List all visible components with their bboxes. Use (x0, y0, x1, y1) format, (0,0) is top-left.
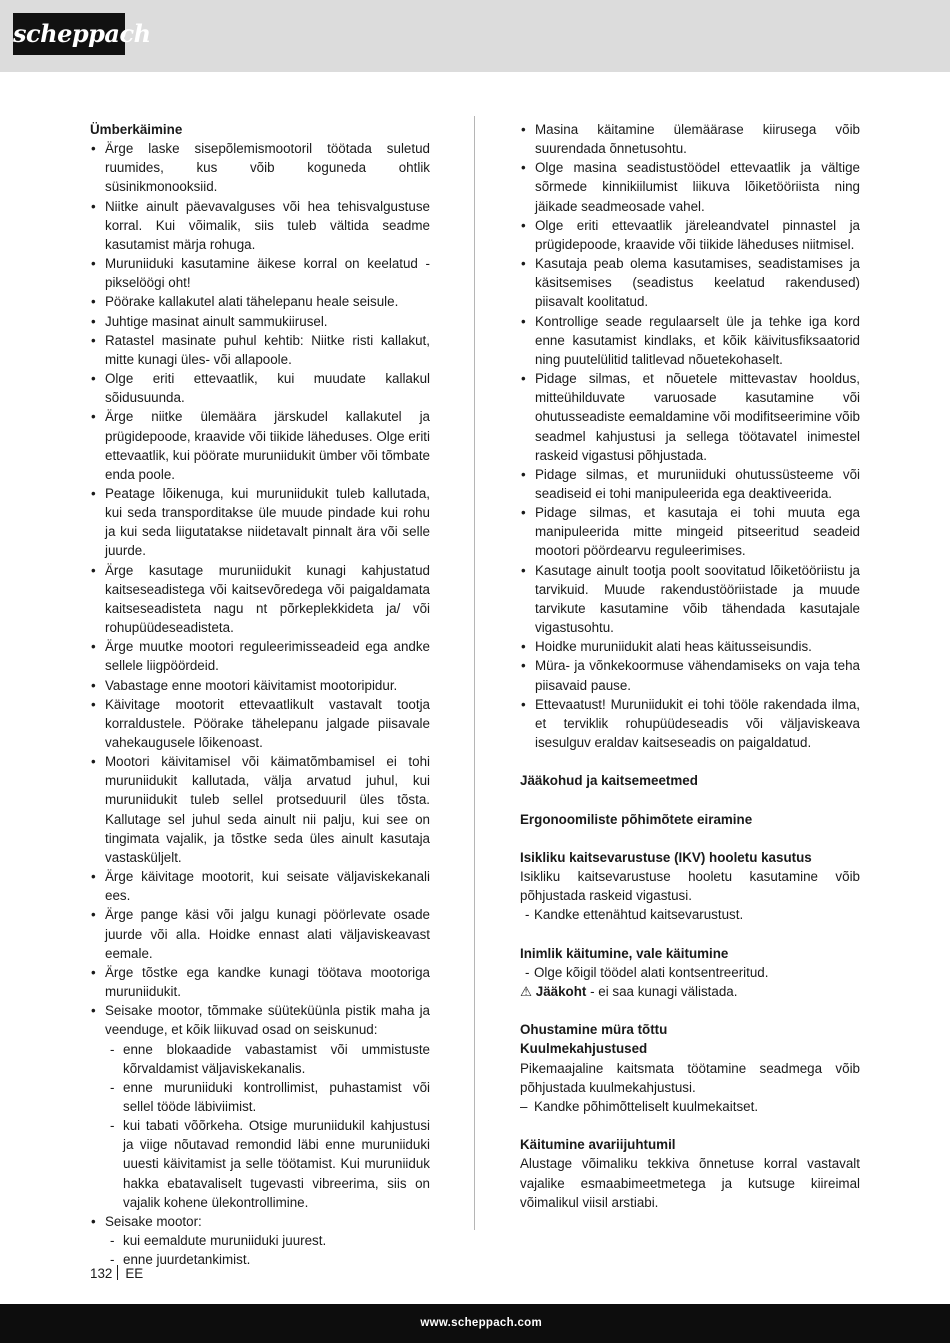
list-item: • Kasutage ainult tootja poolt soovitatud lõiketööriistu ja tarvikuid. Muude rakendustööriistade ja muude tarvikute kasutamine võib tähendada kasutajale vigastusohtu. (520, 561, 860, 638)
list-item: • Niitke ainult päevavalguses või hea tehisvalgustuse korral. Kui võimalik, siis tuleb vältida seadme kasutamist märja rohuga. (90, 197, 430, 254)
list-item: • Ärge laske sisepõlemismootoril töötada suletud ruumides, kus võib koguneda ohtlik süsinikmonooksiid. (90, 139, 430, 196)
list-item: • Ärge pange käsi või jalgu kunagi pöörlevate osade juurde või alla. Hoidke ennast alati väljaviskeavast eemale. (90, 905, 430, 962)
sub-list (105, 1231, 430, 1269)
list-item (90, 1212, 430, 1269)
list-item: • Pidage silmas, et kasutaja ei tohi muuta ega manipuleerida mitte mingeid pitseeritud seadeid mootori pöördearvu reguleerimises. (520, 503, 860, 560)
list-item: • Peatage lõikenuga, kui muruniidukit tuleb kallutada, kui seda transporditakse üle muude pindade kui rohu ja kui seda liigutatakse niidetavalt pinnalt ära või selle juurde. (90, 484, 430, 561)
noise-list-item (520, 1097, 860, 1116)
emergency-text: Alustage võimaliku tekkiva õnnetuse korral vastavalt vajalike esmaabimeetmetega ja kutsuge kiireimal võimalikul viisil arstiabi. (520, 1156, 860, 1210)
list-item: • Pidage silmas, et nõuetele mittevastav hooldus, mitteühilduvate varuosade kasutamine või ohutusseadiste eemaldamine või modifitseerimine võib seadmel kahjustusi ja sellega töötavatel inimestel raskeid vigastusi põhjustada. (520, 369, 860, 465)
section-heading: Ümberkäimine (90, 122, 183, 137)
list-item: • Ärge tõstke ega kandke kunagi töötava mootoriga muruniidukit. (90, 963, 430, 1001)
list-item: • Hoidke muruniidukit alati heas käitusseisundis. (520, 637, 860, 656)
list-item: - Olge kõigil töödel alati kontsentreeritud. (520, 963, 860, 982)
noise-heading: Ohustamine müra tõttu (520, 1022, 668, 1038)
list-item: • Kontrollige seade regulaarselt üle ja tehke iga kord enne kasutamist kindlaks, et kõik käivitusfiksaatorid ning puutelülitid talitlevad nõuetekohaselt. (520, 312, 860, 369)
emergency-heading: Käitumine avariijuhtumil (520, 1137, 676, 1153)
ppe-heading: Isikliku kaitsevarustuse (IKV) hooletu kasutus (520, 849, 812, 865)
safety-bullet-list (90, 139, 430, 1269)
left-column (90, 120, 430, 1269)
page-number-block (90, 1265, 143, 1281)
sub-list-item: - kui tabati võõrkeha. Otsige muruniidukil kahjustusi ja viige nõutavad remondid läbi enne muruniiduki uuesti käivitamist ja selle töötamist. Kui muruniiduk hakka ebatavaliselt tugevasti vibreerima, siis on vajalik kohene ülekontrollimine. (105, 1116, 430, 1212)
noise-text: Pikemaajaline kaitsmata töötamine seadmega võib põhjustada kuulmekahjustusi. (520, 1060, 860, 1095)
list-item: • Olge eriti ettevaatlik, kui muudate kallakul sõidusuunda. (90, 369, 430, 407)
footer-bar (0, 1304, 950, 1343)
dash-mark: – (520, 1098, 528, 1114)
list-item: • Ärge käivitage mootorit, kui seisate väljaviskekanali ees. (90, 867, 430, 905)
list-item: • Mootori käivitamisel või käimatõmbamisel ei tohi muruniidukit kallutada, välja arvatud juhul, kui muruniidukit tuleb sellel protseduuril üles tõsta. Kallutage sel juhul seda ainult nii palju, kui see on tingimata vajalik, ja tõstke seda üles ainult kasutaja vastasküljelt. (90, 752, 430, 867)
list-item: • Ärge kasutage muruniidukit kunagi kahjustatud kaitseseadistega või kaitsevõredega või paigaldamata kaitseseadisteta nagu nt põrkeplekkideta ja/ või rohupüüdeseadisteta. (90, 561, 430, 638)
human-behaviour-heading: Inimlik käitumine, vale käitumine (520, 945, 729, 961)
list-item: • Olge eriti ettevaatlik järeleandvatel pinnastel ja prügidepoode, kraavide või tiikide läheduses niitmisel. (520, 216, 860, 254)
list-item-text: Seisake mootor, tõmmake süüteküünla pistik maha ja veenduge, et kõik liikuvad osad on seiskunud: (105, 1003, 430, 1038)
list-item: • Käivitage mootorit ettevaatlikult vastavalt tootja korraldustele. Pöörake tähelepanu jalgade piisavale vahekaugusele lõikenoast. (90, 695, 430, 752)
column-divider (474, 116, 475, 1230)
list-item: • Pöörake kallakutel alati tähelepanu heale seisule. (90, 292, 430, 311)
hearing-heading: Kuulmekahjustused (520, 1041, 648, 1057)
noise-dash-text: Kandke põhimõtteliselt kuulmekaitset. (534, 1098, 759, 1114)
residual-risks-heading: Jääkohud ja kaitsemeetmed (520, 773, 698, 789)
sub-list (105, 1040, 430, 1212)
language-code: EE (125, 1266, 144, 1281)
scheppach-logo: scheppach (13, 13, 125, 55)
list-item: • Ratastel masinate puhul kehtib: Niitke risti kallakut, mitte kunagi üles- või allapoole. (90, 331, 430, 369)
list-item (90, 1001, 430, 1212)
sub-list-item: - enne juurdetankimist. (105, 1250, 430, 1269)
ppe-list (520, 905, 860, 924)
list-item: • Vabastage enne mootori käivitamist mootoripidur. (90, 676, 430, 695)
list-item: • Muruniiduki kasutamine äikese korral on keelatud - pikselöögi oht! (90, 254, 430, 292)
list-item: - Kandke ettenähtud kaitsevarustust. (520, 905, 860, 924)
warning-icon: ⚠ (520, 983, 533, 999)
ppe-text: Isikliku kaitsevarustuse hooletu kasutamine võib põhjustada raskeid vigastusi. (520, 869, 860, 904)
list-item: • Ettevaatust! Muruniidukit ei tohi tööle rakendada ilma, et terviklik rohupüüdeseadis või väljaviskeava isesulguv eraldav kaitseseadis on paigaldatud. (520, 695, 860, 752)
list-item: • Olge masina seadistustöödel ettevaatlik ja vältige sõrmede kinnikiilumist liikuva lõiketööriista ning jäikade seadmeosade vahel. (520, 158, 860, 215)
page-number: 132 (90, 1266, 113, 1281)
safety-bullet-list (520, 120, 860, 752)
list-item-text: Seisake mootor: (105, 1213, 202, 1229)
residual-risk-label: Jääkoht (535, 983, 587, 999)
ergonomic-heading: Ergonoomiliste põhimõtete eiramine (520, 811, 753, 827)
residual-risk-line (520, 982, 860, 1001)
website-link[interactable]: www.scheppach.com (420, 1317, 542, 1329)
list-item: • Müra- ja võnkekoormuse vähendamiseks on vaja teha piisavaid pause. (520, 656, 860, 694)
residual-risk-text: - ei saa kunagi välistada. (586, 983, 738, 999)
list-item: • Ärge muutke mootori reguleerimisseadeid ega andke sellele liigpöördeid. (90, 637, 430, 675)
human-list (520, 963, 860, 982)
list-item: • Juhtige masinat ainult sammukiirusel. (90, 312, 430, 331)
list-item: • Pidage silmas, et muruniiduki ohutussüsteeme või seadiseid ei tohi manipuleerida ega deaktiveerida. (520, 465, 860, 503)
list-item: • Masina käitamine ülemäärase kiirusega võib suurendada õnnetusohtu. (520, 120, 860, 158)
sub-list-item: - kui eemaldute muruniiduki juurest. (105, 1231, 430, 1250)
sub-list-item: - enne blokaadide vabastamist või ummistuste kõrvaldamist väljaviskekanalis. (105, 1040, 430, 1078)
sub-list-item: - enne muruniiduki kontrollimist, puhastamist või sellel tööde läbiviimist. (105, 1078, 430, 1116)
header-bar (0, 0, 950, 72)
right-column (520, 120, 860, 1212)
list-item: • Kasutaja peab olema kasutamises, seadistamises ja käsitsemises (seadistus keelatud rakendused) piisavalt koolitatud. (520, 254, 860, 311)
list-item: • Ärge niitke ülemäära järskudel kallakutel ja prügidepoode, kraavide või tiikide läheduses. Olge eriti ettevaatlik, kui pöörate muruniidukit ümber või tõmbate enda poole. (90, 407, 430, 484)
